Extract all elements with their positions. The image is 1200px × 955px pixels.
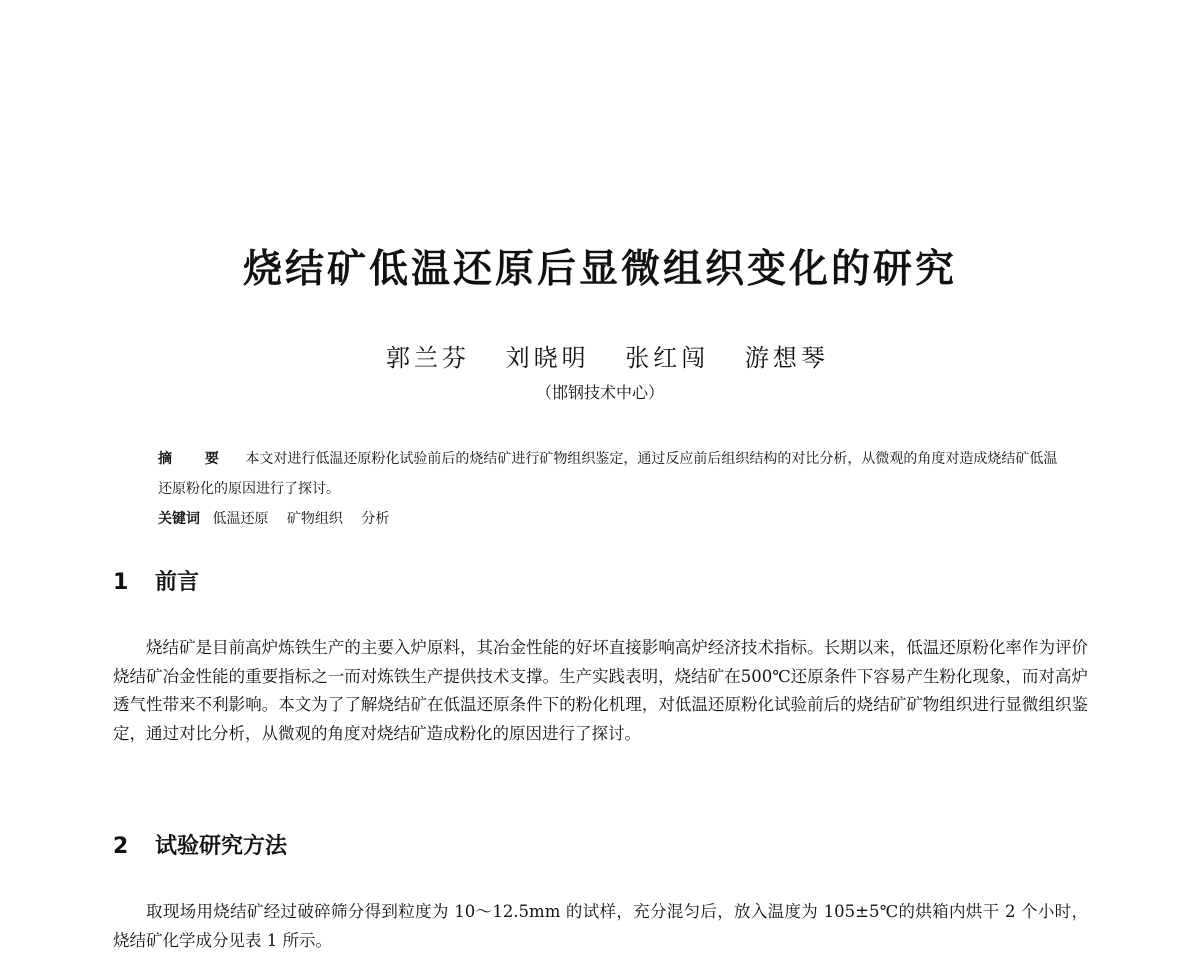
affiliation: （邯钢技术中心） [535,383,664,402]
keyword: 矿物组织 [286,511,343,527]
author-name: 张红闯 [625,344,710,372]
keyword: 分析 [361,511,390,527]
section-heading-introduction [113,566,199,600]
keywords-line [158,504,1058,534]
author-list [386,340,829,376]
paper-title: 烧结矿低温还原后显微组织变化的研究 [242,247,957,292]
abstract-label: 摘 要 [158,451,233,467]
author-name: 游想琴 [744,344,829,372]
abstract-text: 本文对进行低温还原粉化试验前后的烧结矿进行矿物组织鉴定，通过反应前后组织结构的对比分析，从微观的角度对造成烧结矿低温还原粉化的原因进行了探讨。 [158,451,1058,497]
section-title: 试验研究方法 [155,834,288,859]
abstract-block [158,444,1058,534]
section-title: 前言 [155,570,200,595]
section-number: 2 [113,834,129,859]
section-heading-method [113,830,287,864]
section-paragraph-method: 取现场用烧结矿经过破碎筛分得到粒度为 10～12.5mm 的试样，充分混匀后，放入温度为 105±5℃的烘箱内烘干 2 个小时，烧结矿化学成分见表 1 所示。 [113,902,1088,950]
keywords-label: 关键词 [158,511,200,527]
section-number: 1 [113,570,129,595]
keyword: 低温还原 [212,511,269,527]
author-name: 郭兰芬 [386,344,470,372]
abstract-paragraph [158,444,1058,504]
section-paragraph-introduction: 烧结矿是目前高炉炼铁生产的主要入炉原料，其冶金性能的好坏直接影响高炉经济技术指标。长期以来，低温还原粉化率作为评价烧结矿冶金性能的重要指标之一而对炼铁生产提供技术支撑。生产实践表明，烧结矿在500℃还原条件下容易产生粉化现象，而对高炉透气性带来不利影响。本文为了了解烧结矿在低温还原条件下的粉化机理，对低温还原粉化试验前后的烧结矿矿物组织进行显微组织鉴定，通过对比分析，从微观的角度对烧结矿造成粉化的原因进行了探讨。 [113,638,1088,743]
author-name: 刘晓明 [505,344,590,372]
